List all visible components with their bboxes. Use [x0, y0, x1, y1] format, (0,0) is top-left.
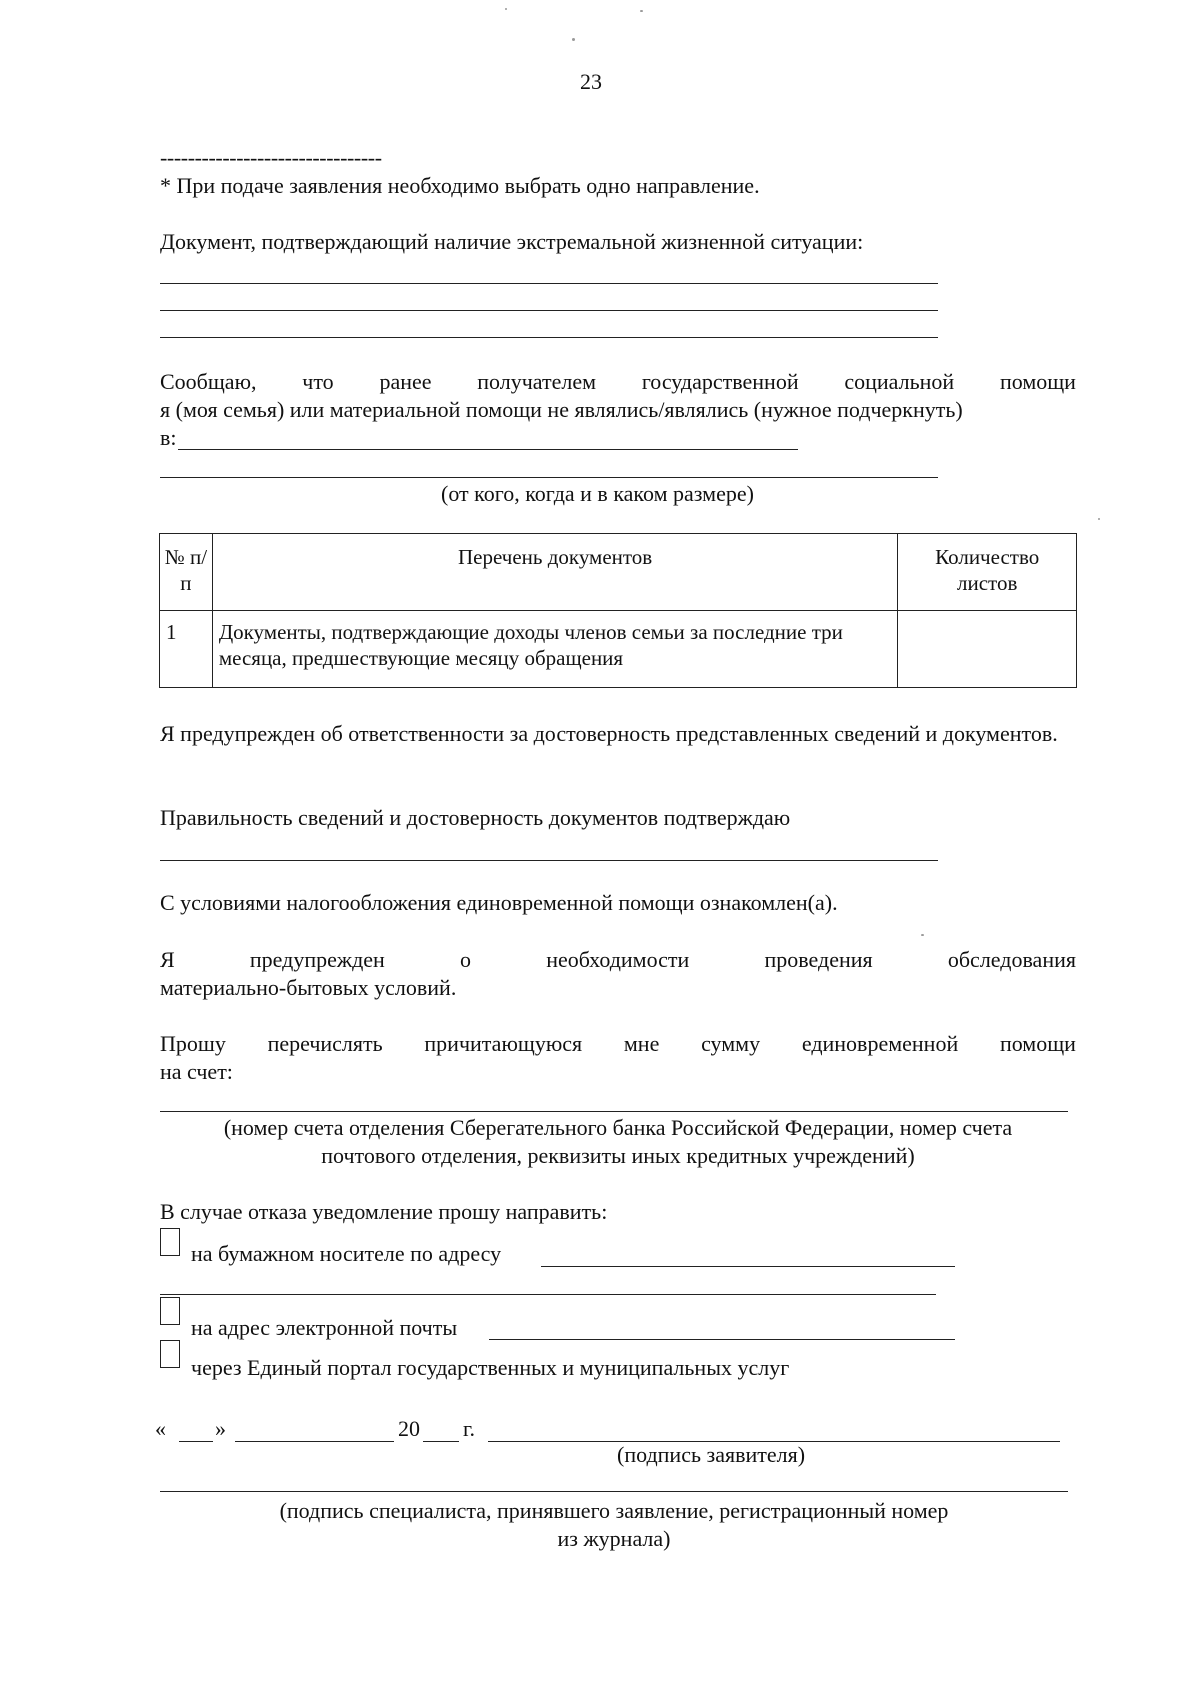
word: Я	[160, 947, 175, 972]
date-quote-close: »	[215, 1416, 226, 1441]
specialist-caption-line-1: (подпись специалиста, принявшего заявление, регистрационный номер	[279, 1498, 949, 1523]
table-row	[160, 611, 1077, 688]
previous-help-prefix: в:	[160, 425, 177, 450]
paper-address-line-2[interactable]	[160, 1294, 936, 1295]
table-header-row	[160, 534, 1077, 611]
footnote-text: * При подаче заявления необходимо выбрать одно направление.	[160, 173, 760, 198]
paper-address-line[interactable]	[541, 1266, 955, 1267]
taxation-text: С условиями налогообложения единовременной помощи ознакомлен(а).	[160, 890, 838, 915]
portal-notice-label: через Единый портал государственных и муниципальных услуг	[191, 1355, 790, 1380]
word: государственной	[641, 369, 799, 394]
page-number: 23	[580, 69, 602, 94]
scan-speck	[921, 934, 924, 936]
extreme-situation-label: Документ, подтверждающий наличие экстремальной жизненной ситуации:	[160, 229, 864, 254]
row-number: 1	[160, 611, 213, 688]
date-year-suffix: г.	[463, 1416, 476, 1441]
word: проведения	[764, 947, 873, 972]
scan-speck	[572, 38, 575, 41]
word: единовременной	[801, 1031, 959, 1056]
email-notice-label: на адрес электронной почты	[191, 1315, 458, 1340]
word: причитающуюся	[424, 1031, 583, 1056]
documents-table	[159, 533, 1077, 688]
portal-notice-checkbox[interactable]	[160, 1340, 180, 1368]
word: сумму	[701, 1031, 761, 1056]
date-year-prefix: 20	[398, 1416, 420, 1441]
word: мне	[623, 1031, 660, 1056]
responsibility-warning: Я предупрежден об ответственности за достоверность представленных сведений и документов.	[160, 721, 1058, 746]
word: Сообщаю,	[160, 369, 257, 394]
account-number-line[interactable]	[160, 1111, 1068, 1112]
word: необходимости	[546, 947, 690, 972]
previous-help-source-line[interactable]	[178, 449, 798, 450]
previous-help-line-1	[160, 368, 1076, 395]
paper-notice-checkbox[interactable]	[160, 1228, 180, 1256]
confirm-text: Правильность сведений и достоверность документов подтверждаю	[160, 805, 791, 830]
extreme-situation-line-2[interactable]	[160, 310, 938, 311]
word: помощи	[999, 1031, 1076, 1056]
payment-line-2: на счет:	[160, 1059, 233, 1084]
applicant-signature-caption: (подпись заявителя)	[617, 1442, 806, 1467]
word: предупрежден	[249, 947, 385, 972]
extreme-situation-line-1[interactable]	[160, 283, 938, 284]
word: перечислять	[267, 1031, 383, 1056]
date-day-line[interactable]	[179, 1441, 213, 1442]
word: ранее	[379, 369, 432, 394]
previous-help-line-2: я (моя семья) или материальной помощи не являлись/являлись (нужное подчеркнуть)	[160, 397, 963, 422]
word: помощи	[999, 369, 1076, 394]
header-documents: Перечень документов	[212, 534, 898, 611]
date-year-line[interactable]	[423, 1441, 459, 1442]
previous-help-details-line[interactable]	[160, 477, 938, 478]
extreme-situation-line-3[interactable]	[160, 337, 938, 338]
word: обследования	[947, 947, 1076, 972]
specialist-signature-line[interactable]	[160, 1491, 1068, 1492]
header-sheets: Количество листов	[898, 534, 1077, 611]
refusal-heading: В случае отказа уведомление прошу направить:	[160, 1199, 608, 1224]
confirm-signature-line[interactable]	[160, 860, 938, 861]
payment-line-1	[160, 1030, 1076, 1057]
paper-notice-label: на бумажном носителе по адресу	[191, 1241, 502, 1266]
word: получателем	[477, 369, 597, 394]
account-caption-line-1: (номер счета отделения Сберегательного банка Российской Федерации, номер счета	[223, 1115, 1013, 1140]
email-address-line[interactable]	[489, 1339, 955, 1340]
scan-speck	[1098, 518, 1100, 520]
inspection-line-2: материально-бытовых условий.	[160, 975, 457, 1000]
date-quote-open: «	[155, 1416, 166, 1441]
scan-speck	[505, 8, 507, 10]
word: о	[460, 947, 472, 972]
footnote-separator: --------------------------------	[160, 145, 382, 170]
email-notice-checkbox[interactable]	[160, 1297, 180, 1325]
previous-help-caption: (от кого, когда и в каком размере)	[441, 481, 754, 506]
date-month-line[interactable]	[235, 1441, 394, 1442]
word: что	[302, 369, 334, 394]
scan-speck	[640, 10, 643, 12]
account-caption-line-2: почтового отделения, реквизиты иных кредитных учреждений)	[321, 1143, 915, 1168]
row-document: Документы, подтверждающие доходы членов семьи за последние три месяца, предшествующие месяцу обращения	[212, 611, 898, 688]
header-number: № п/п	[160, 534, 213, 611]
specialist-caption-line-2: из журнала)	[557, 1526, 671, 1551]
inspection-line-1	[160, 946, 1076, 973]
row-sheets[interactable]	[898, 611, 1077, 688]
word: социальной	[844, 369, 955, 394]
word: Прошу	[160, 1031, 226, 1056]
